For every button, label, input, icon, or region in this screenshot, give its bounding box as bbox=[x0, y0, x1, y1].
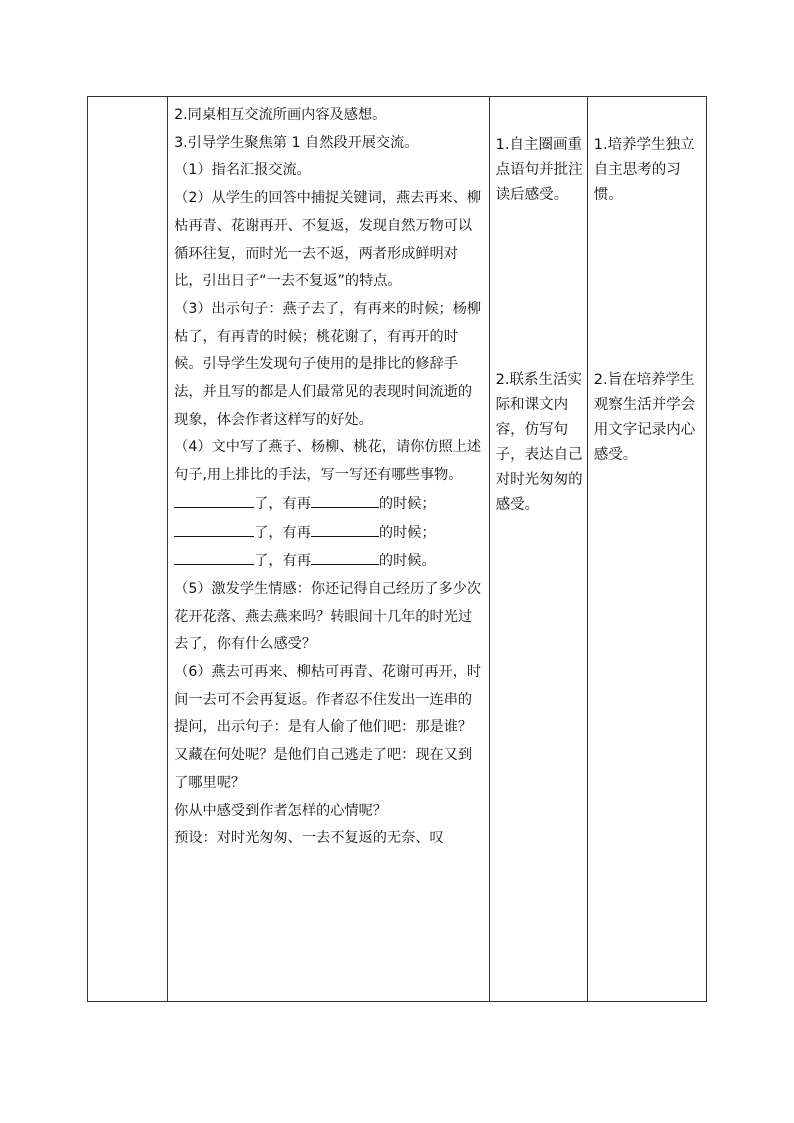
design-purpose-cell bbox=[587, 97, 706, 1002]
blank-line bbox=[311, 490, 379, 508]
fill-blank-line: 了，有再 的时候。 bbox=[174, 547, 484, 576]
student-activity-2: 2.联系生活实际和课文内容，仿写句子，表达自己对时光匆匆的感受。 bbox=[495, 372, 583, 513]
stage-cell bbox=[88, 97, 168, 1002]
teacher-activity-cell bbox=[168, 97, 490, 1002]
fill-blank-line: 了，有再 的时候； bbox=[174, 490, 484, 519]
blank-line bbox=[311, 519, 379, 537]
blank-line bbox=[174, 547, 254, 565]
text-line: 2.同桌相互交流所画内容及感想。 bbox=[174, 107, 387, 123]
design-purpose-1: 1.培养学生独立自主思考的习惯。 bbox=[593, 137, 695, 203]
blank-line bbox=[174, 519, 254, 537]
lesson-plan-table bbox=[87, 96, 707, 1002]
text-paragraph: （4）文中写了燕子、杨柳、桃花，请你仿照上述句子,用上排比的手法，写一写还有哪些事物。 bbox=[174, 439, 482, 484]
student-activity-cell bbox=[489, 97, 587, 1002]
blank-line bbox=[174, 490, 254, 508]
fill-blank-line: 了，有再 的时候； bbox=[174, 519, 484, 548]
text-paragraph: （3）出示句子：燕子去了，有再来的时候；杨柳枯了，有再青的时候；桃花谢了，有再开的时候。引导学生发现句子使用的是排比的修辞手法，并且写的都是人们最常见的表现时间流逝的现象，体会作者这样写的好处。 bbox=[174, 300, 482, 428]
blank-line bbox=[311, 547, 379, 565]
text-paragraph: （2）从学生的回答中捕捉关键词，燕去再来、柳枯再青、花谢再开、不复返，发现自然万物可以循环往复，而时光一去不返，两者形成鲜明对比，引出日子“一去不复返”的特点。 bbox=[174, 190, 482, 290]
text-line: 预设：对时光匆匆、一去不复返的无奈、叹 bbox=[174, 830, 444, 847]
text-line: 你从中感受到作者怎样的心情呢？ bbox=[174, 802, 387, 819]
text-paragraph: （6）燕去可再来、柳枯可再青、花谢可再开，时间一去可不会再复返。作者忍不住发出一连串的提问，出示句子：是有人偷了他们吧：那是谁？又藏在何处呢？是他们自己逃走了吧：现在又到了哪里呢？ bbox=[174, 664, 482, 791]
text-paragraph: （5）激发学生情感：你还记得自己经历了多少次花开花落、燕去燕来吗？转眼间十几年的时光过去了，你有什么感受？ bbox=[174, 580, 482, 653]
text-line: 3.引导学生聚焦第 1 自然段开展交流。 bbox=[174, 134, 419, 151]
text-line: （1）指名汇报交流。 bbox=[174, 162, 311, 179]
design-purpose-2: 2.旨在培养学生观察生活并学会用文字记录内心感受。 bbox=[593, 372, 696, 463]
student-activity-1: 1.自主圈画重点语句并批注读后感受。 bbox=[495, 137, 583, 203]
